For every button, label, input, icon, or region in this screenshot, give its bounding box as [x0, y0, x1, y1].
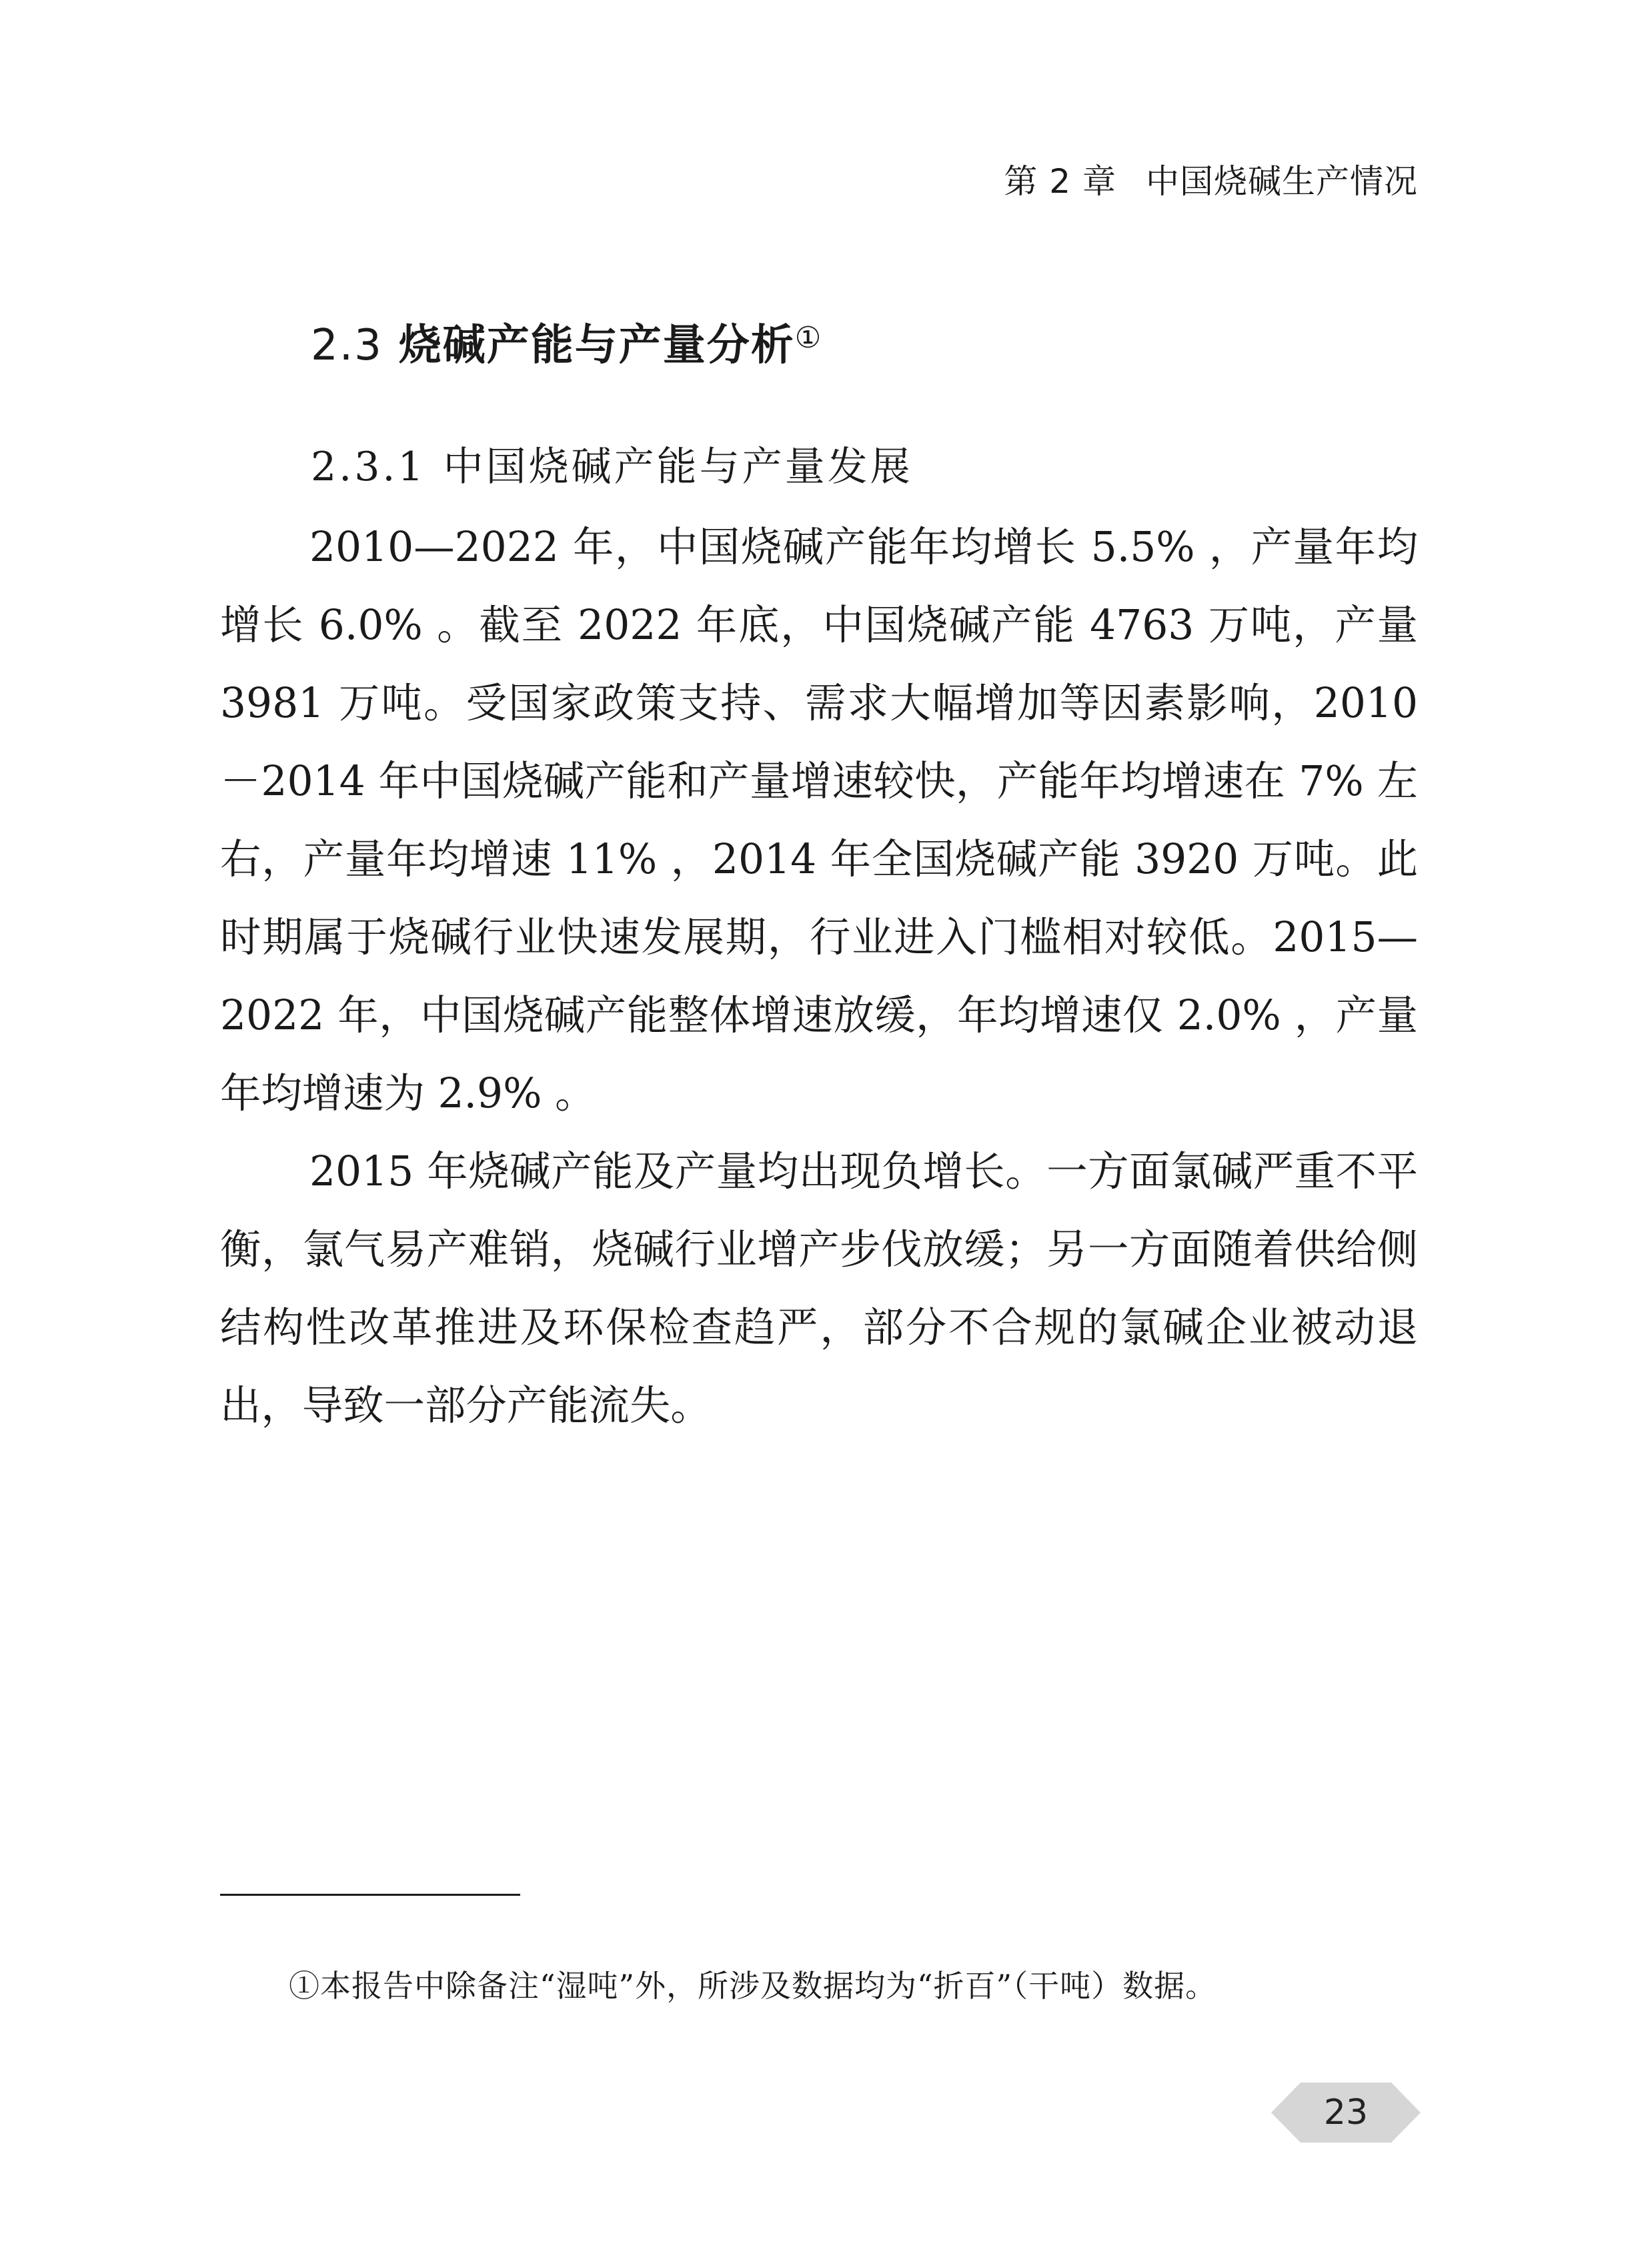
- body-text: [220, 508, 1418, 1445]
- footnote: ①本报告中除备注“湿吨”外，所涉及数据均为“折百”（干吨）数据。: [289, 1968, 1217, 2004]
- section-title: 烧碱产能与产量分析: [398, 321, 795, 370]
- section-number: 2.3: [311, 321, 383, 370]
- running-head: [1004, 155, 1418, 203]
- page-number-badge: [1271, 2081, 1421, 2144]
- subsection-title: 中国烧碱产能与产量发展: [443, 444, 913, 490]
- footnote-reference[interactable]: ①: [794, 321, 823, 355]
- subsection-number: 2.3.1: [311, 444, 426, 490]
- section-heading: [311, 311, 822, 372]
- chapter-number: 第 2 章: [1004, 162, 1116, 201]
- paragraph-2: 2015 年烧碱产能及产量均出现负增长。一方面氯碱严重不平衡，氯气易产难销，烧碱行业增产步伐放缓；另一方面随着供给侧结构性改革推进及环保检查趋严，部分不合规的氯碱企业被动退出，导致一部分产能流失。: [220, 1148, 1418, 1430]
- paragraph-1: 2010—2022 年，中国烧碱产能年均增长 5.5% ，产量年均增长 6.0% 。截至 2022 年底，中国烧碱产能 4763 万吨，产量 3981 万吨。受国家政策支持、需求大幅增加等因素影响，2010－2014 年中国烧碱产能和产量增速较快，产能年均增速在 7% 左右，产量年均增速 11% ，2014 年全国烧碱产能 3920 万吨。此时期属于烧碱行业快速发展期，行业进入门槛相对较低。2015—2022 年，中国烧碱产能整体增速放缓，年均增速仅 2.0% ，产量年均增速为 2.9% 。: [220, 524, 1418, 1117]
- subsection-heading: [311, 435, 913, 492]
- chapter-title: 中国烧碱生产情况: [1146, 162, 1418, 201]
- footnote-divider: [220, 1894, 520, 1896]
- page-number: 23: [1323, 2093, 1369, 2133]
